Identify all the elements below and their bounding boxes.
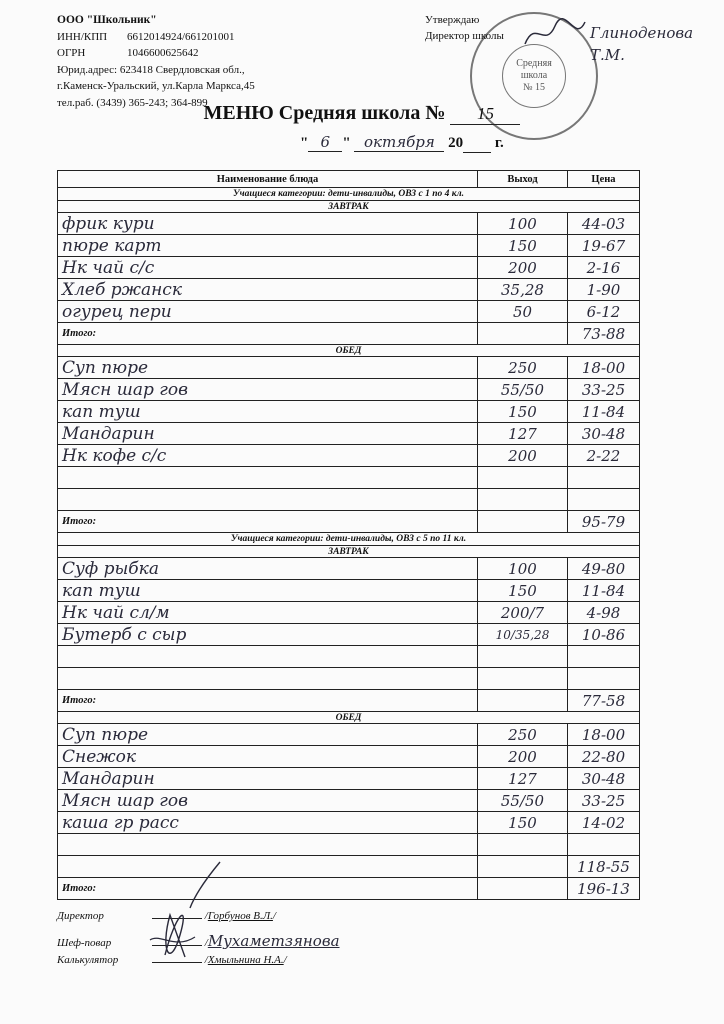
stamp-line-2: школа bbox=[520, 70, 548, 81]
col-price-header: Цена bbox=[568, 171, 640, 188]
dish-price: 30-48 bbox=[568, 768, 640, 790]
dish-price: 33-25 bbox=[568, 790, 640, 812]
total-out-empty bbox=[478, 511, 568, 533]
table-row bbox=[58, 724, 640, 746]
date-year-blank bbox=[463, 135, 491, 153]
dish-price: 10-86 bbox=[568, 624, 640, 646]
date-day: 6 bbox=[308, 133, 342, 152]
g1-lunch-header bbox=[58, 345, 640, 357]
table-row bbox=[58, 746, 640, 768]
dish-out: 127 bbox=[478, 423, 568, 445]
director-signature-row: Директор /Горбунов В.Л./ bbox=[57, 910, 276, 922]
col-out-header: Выход bbox=[478, 171, 568, 188]
dish-price: 30-48 bbox=[568, 423, 640, 445]
dish-out: 150 bbox=[478, 235, 568, 257]
ogrn-value: 1046600625642 bbox=[127, 47, 199, 59]
dish-name: Нк кофе с/с bbox=[58, 445, 478, 467]
dish-out: 200 bbox=[478, 445, 568, 467]
dish-name: фрик кури bbox=[58, 213, 478, 235]
table-row bbox=[58, 279, 640, 301]
subtotal-name-empty bbox=[58, 856, 478, 878]
table-row bbox=[58, 379, 640, 401]
group-1-label: Учащиеся категории: дети-инвалиды, ОВЗ с 1 по 4 кл. bbox=[58, 188, 640, 201]
table-row bbox=[58, 602, 640, 624]
dish-out: 250 bbox=[478, 357, 568, 379]
dish-out: 150 bbox=[478, 580, 568, 602]
total-label: Итого: bbox=[58, 323, 478, 345]
stamp-line-1: Средняя bbox=[516, 58, 552, 69]
dish-name: Суп пюре bbox=[58, 357, 478, 379]
dish-price: 44-03 bbox=[568, 213, 640, 235]
dish-out: 50 bbox=[478, 301, 568, 323]
date-quote-open: " bbox=[300, 135, 309, 151]
table-row bbox=[58, 301, 640, 323]
group-1-header bbox=[58, 188, 640, 201]
school-number: 15 bbox=[450, 104, 520, 125]
table-row bbox=[58, 790, 640, 812]
dish-price: 2-22 bbox=[568, 445, 640, 467]
dish-price: 14-02 bbox=[568, 812, 640, 834]
g2-breakfast-label: ЗАВТРАК bbox=[58, 546, 640, 558]
dish-name: Суф рыбка bbox=[58, 558, 478, 580]
total-slash-icon bbox=[185, 860, 225, 910]
director-school-label: Директор школы bbox=[425, 30, 504, 42]
dish-out: 200/7 bbox=[478, 602, 568, 624]
dish-price: 11-84 bbox=[568, 580, 640, 602]
table-row bbox=[58, 357, 640, 379]
dish-name: Мясн шар гов bbox=[58, 790, 478, 812]
total-price: 77-58 bbox=[568, 690, 640, 712]
dish-out: 127 bbox=[478, 768, 568, 790]
dish-name: кап туш bbox=[58, 401, 478, 423]
dish-out: 10/35,28 bbox=[478, 624, 568, 646]
date-year-prefix: 20 bbox=[448, 135, 464, 151]
g1-breakfast-total-row bbox=[58, 323, 640, 345]
table-row bbox=[58, 235, 640, 257]
ogrn-row bbox=[57, 45, 255, 62]
dish-out: 150 bbox=[478, 812, 568, 834]
stamp-line-3: № 15 bbox=[522, 82, 546, 93]
g2-lunch-header bbox=[58, 712, 640, 724]
dish-price: 2-16 bbox=[568, 257, 640, 279]
date-quote-close: " bbox=[342, 135, 351, 151]
empty-row bbox=[58, 467, 640, 489]
dish-name: Мясн шар гов bbox=[58, 379, 478, 401]
dish-name: Нк чай сл/м bbox=[58, 602, 478, 624]
table-row bbox=[58, 580, 640, 602]
dish-out: 200 bbox=[478, 257, 568, 279]
ogrn-label: ОГРН bbox=[57, 47, 86, 59]
g2-breakfast-header bbox=[58, 546, 640, 558]
dish-price: 6-12 bbox=[568, 301, 640, 323]
dish-price: 49-80 bbox=[568, 558, 640, 580]
total-out-empty bbox=[478, 690, 568, 712]
calculator-role: Калькулятор bbox=[57, 954, 119, 966]
menu-date bbox=[300, 133, 504, 153]
chef-name: Мухаметзянова bbox=[207, 932, 340, 950]
address-line-2: г.Каменск-Уральский, ул.Карла Маркса,45 bbox=[57, 80, 255, 92]
dish-name: Бутерб с сыр bbox=[58, 624, 478, 646]
approval-block bbox=[425, 12, 504, 44]
g2-lunch-label: ОБЕД bbox=[58, 712, 640, 724]
empty-row bbox=[58, 668, 640, 690]
date-year-suffix: г. bbox=[494, 135, 504, 151]
subtotal-out-empty bbox=[478, 856, 568, 878]
menu-table bbox=[57, 170, 640, 900]
table-row bbox=[58, 558, 640, 580]
g1-breakfast-header bbox=[58, 201, 640, 213]
title-text: МЕНЮ Средняя школа № bbox=[203, 102, 446, 124]
g1-lunch-total-row bbox=[58, 511, 640, 533]
calculator-name: Хмыльнина Н.А. bbox=[207, 954, 284, 966]
table-row bbox=[58, 213, 640, 235]
approval-signature-icon bbox=[520, 14, 590, 54]
total-out-empty bbox=[478, 323, 568, 345]
dish-out: 100 bbox=[478, 213, 568, 235]
dish-price: 33-25 bbox=[568, 379, 640, 401]
dish-out: 100 bbox=[478, 558, 568, 580]
dish-out: 55/50 bbox=[478, 790, 568, 812]
address-line-1: Юрид.адрес: 623418 Свердловская обл., bbox=[57, 63, 245, 76]
dish-name: Нк чай с/с bbox=[58, 257, 478, 279]
table-row bbox=[58, 445, 640, 467]
g2-breakfast-total-row bbox=[58, 690, 640, 712]
g1-breakfast-label: ЗАВТРАК bbox=[58, 201, 640, 213]
table-row bbox=[58, 768, 640, 790]
group-2-label: Учащиеся категории: дети-инвалиды, ОВЗ с 5 по 11 кл. bbox=[58, 533, 640, 546]
approve-label: Утверждаю bbox=[425, 14, 480, 26]
table-row bbox=[58, 624, 640, 646]
director-role: Директор bbox=[57, 910, 104, 922]
date-month: октября bbox=[354, 133, 444, 152]
inn-row bbox=[57, 29, 255, 46]
dish-name: кап туш bbox=[58, 580, 478, 602]
dish-name: пюре карт bbox=[58, 235, 478, 257]
approval-signature-name: Глиноденова Т.М. bbox=[590, 24, 694, 64]
dish-price: 18-00 bbox=[568, 357, 640, 379]
total-out-empty bbox=[478, 878, 568, 900]
dish-price: 18-00 bbox=[568, 724, 640, 746]
dish-name: Хлеб ржанск bbox=[58, 279, 478, 301]
total-price: 73-88 bbox=[568, 323, 640, 345]
dish-out: 35,28 bbox=[478, 279, 568, 301]
dish-price: 1-90 bbox=[568, 279, 640, 301]
dish-name: Мандарин bbox=[58, 423, 478, 445]
dish-price: 11-84 bbox=[568, 401, 640, 423]
dish-name: Снежок bbox=[58, 746, 478, 768]
dish-price: 4-98 bbox=[568, 602, 640, 624]
table-row bbox=[58, 401, 640, 423]
director-name: Горбунов В.Л. bbox=[207, 910, 273, 922]
total-price: 196-13 bbox=[568, 878, 640, 900]
page-title bbox=[0, 102, 724, 125]
company-header bbox=[57, 12, 255, 111]
dish-out: 250 bbox=[478, 724, 568, 746]
inn-value: 6612014924/661201001 bbox=[127, 30, 235, 43]
total-price: 95-79 bbox=[568, 511, 640, 533]
table-row bbox=[58, 423, 640, 445]
company-name: ООО "Школьник" bbox=[57, 14, 157, 26]
table-row bbox=[58, 257, 640, 279]
group-2-header bbox=[58, 533, 640, 546]
chef-signature-row: Шеф-повар /Мухаметзянова bbox=[57, 932, 340, 950]
dish-out: 55/50 bbox=[478, 379, 568, 401]
phone-line: тел.раб. (3439) 365-243; 364-899 bbox=[57, 96, 208, 109]
g1-lunch-label: ОБЕД bbox=[58, 345, 640, 357]
dish-name: Суп пюре bbox=[58, 724, 478, 746]
g2-lunch-subtotal-row bbox=[58, 856, 640, 878]
inn-label: ИНН/КПП bbox=[57, 30, 108, 43]
dish-price: 19-67 bbox=[568, 235, 640, 257]
subtotal-price: 118-55 bbox=[568, 856, 640, 878]
dish-price: 22-80 bbox=[568, 746, 640, 768]
total-label: Итого: bbox=[58, 878, 478, 900]
dish-name: огурец пери bbox=[58, 301, 478, 323]
dish-out: 200 bbox=[478, 746, 568, 768]
empty-row bbox=[58, 646, 640, 668]
dish-out: 150 bbox=[478, 401, 568, 423]
col-name-header: Наименование блюда bbox=[58, 171, 478, 188]
table-row bbox=[58, 812, 640, 834]
chef-role: Шеф-повар bbox=[57, 937, 112, 949]
dish-name: Мандарин bbox=[58, 768, 478, 790]
calculator-signature-row: Калькулятор /Хмыльнина Н.А./ bbox=[57, 954, 287, 966]
empty-row bbox=[58, 489, 640, 511]
total-label: Итого: bbox=[58, 511, 478, 533]
table-header-row bbox=[58, 171, 640, 188]
total-label: Итого: bbox=[58, 690, 478, 712]
empty-row bbox=[58, 834, 640, 856]
dish-name: каша гр расс bbox=[58, 812, 478, 834]
